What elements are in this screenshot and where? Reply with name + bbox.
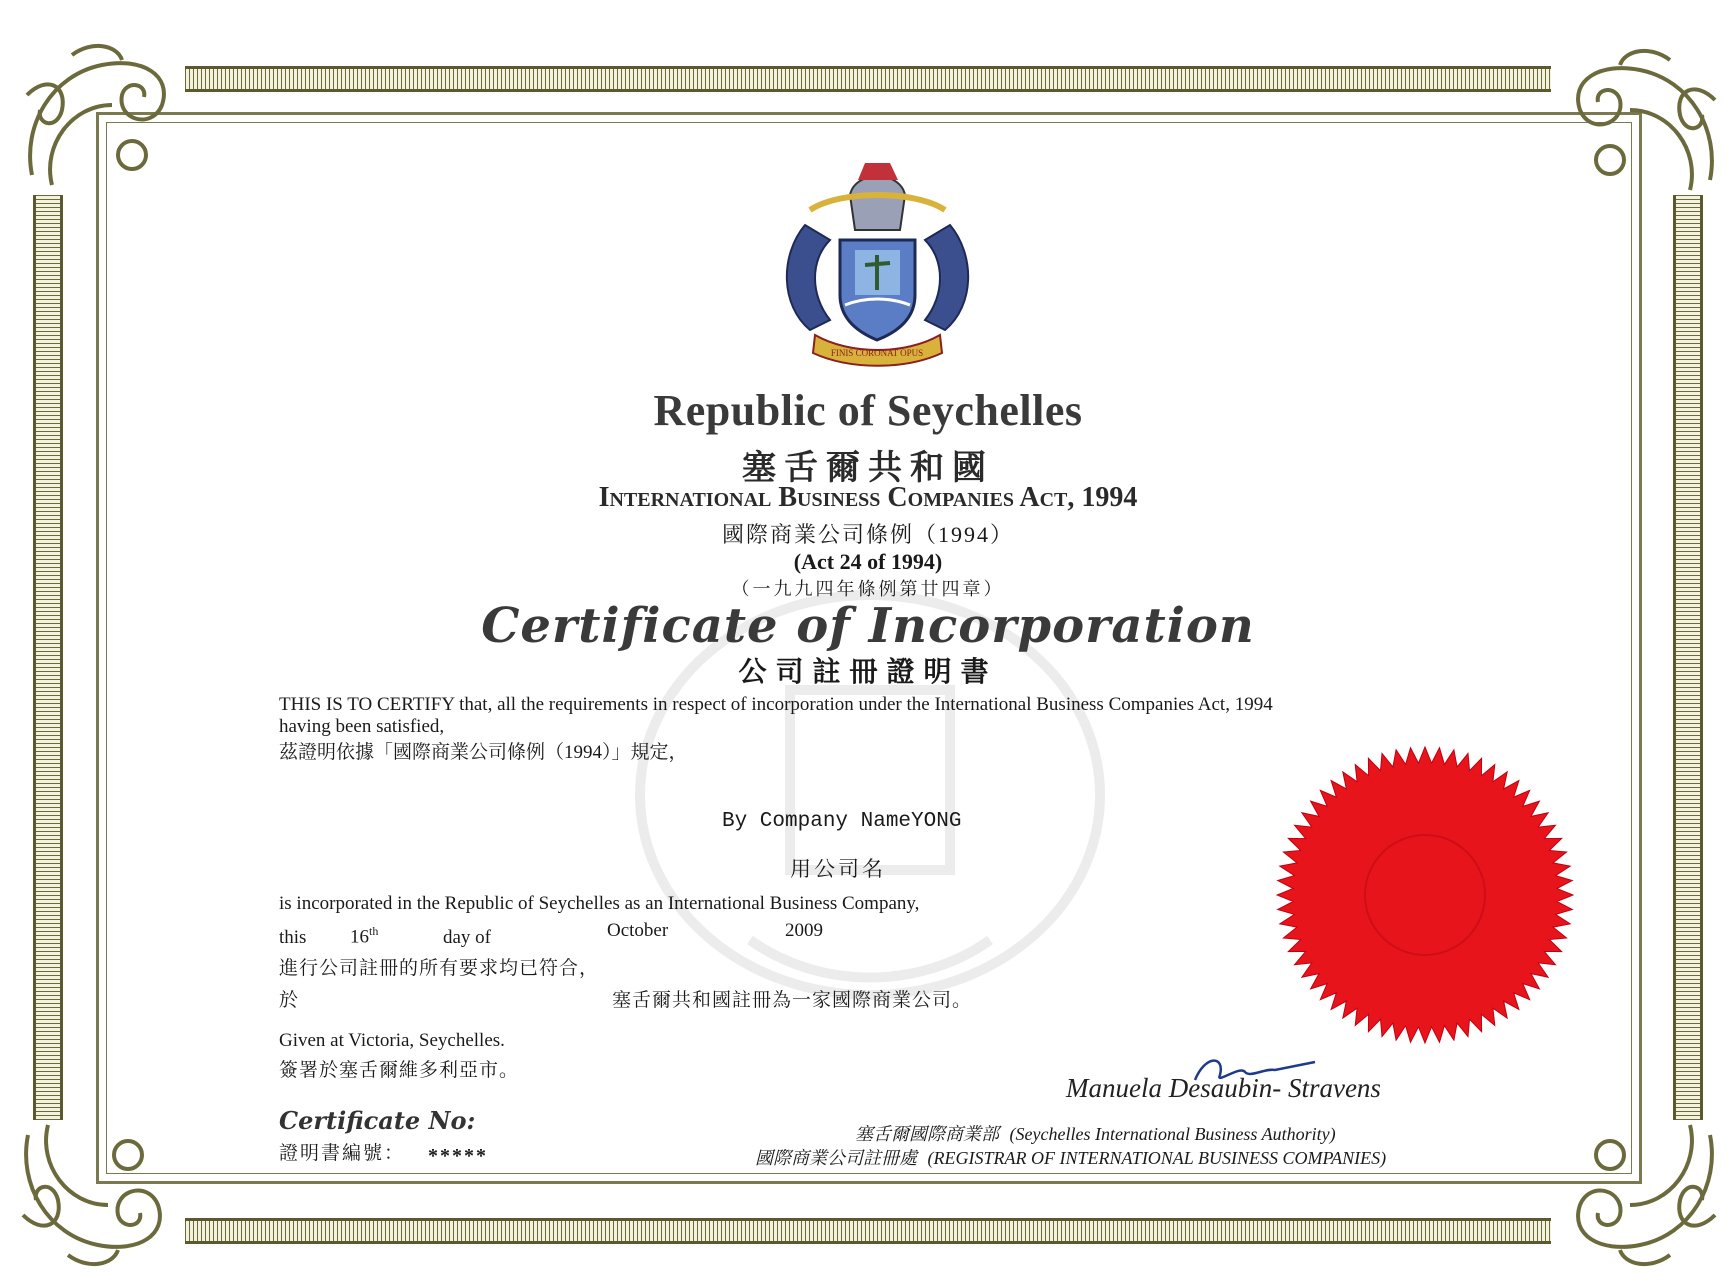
act-title-cn: 國際商業公司條例（1994） xyxy=(721,522,1014,547)
authority-cn: 塞舌爾國際商業部 xyxy=(855,1124,999,1144)
red-seal xyxy=(1275,745,1575,1045)
certificate-no-label-cn: 證明書編號： xyxy=(279,1143,406,1164)
month-value: October xyxy=(607,920,669,941)
registrar-line xyxy=(755,1144,1386,1170)
registrar-en: (REGISTRAR OF INTERNATIONAL BUSINESS COMPANIES) xyxy=(927,1148,1387,1168)
certify-line-1: THIS IS TO CERTIFY that, all the requirements in respect of incorporation under the International Business Companies Act, 1994 xyxy=(279,694,1273,715)
certificate-title-cn: 公司註冊證明書 xyxy=(738,657,998,688)
corner-ornament-bottom-left xyxy=(8,1115,178,1275)
authority-line xyxy=(855,1120,1336,1146)
day-suffix: th xyxy=(369,924,379,938)
day-number: 16 xyxy=(350,926,369,948)
top-border-band xyxy=(185,66,1551,92)
emblem-motto: FINIS CORONAT OPUS xyxy=(830,348,924,358)
signatory-name: Manuela Desaubin- Stravens xyxy=(1066,1073,1381,1103)
incorporated-line: is incorporated in the Republic of Seychelles as an International Business Company, xyxy=(279,893,920,914)
coat-of-arms-emblem xyxy=(770,155,985,370)
certify-cn: 茲證明依據「國際商業公司條例（1994）」規定， xyxy=(279,742,688,763)
bottom-border-band xyxy=(185,1218,1551,1244)
act-title: International Business Companies Act, 1994 xyxy=(598,482,1138,513)
registered-cn: 塞舌爾共和國註冊為一家國際商業公司。 xyxy=(612,990,973,1011)
year-value: 2009 xyxy=(785,920,823,941)
corner-ornament-top-right xyxy=(1560,40,1730,200)
certificate-title: Certificate of Incorporation xyxy=(481,598,1255,654)
certify-line-2: having been satisfied, xyxy=(279,716,445,737)
country-title-cn: 塞舌爾共和國 xyxy=(742,450,994,487)
day-of-label: day of xyxy=(443,927,492,948)
act-number: (Act 24 of 1994) xyxy=(793,549,943,574)
at-cn: 於 xyxy=(279,990,299,1011)
given-at-cn: 簽署於塞舌爾維多利亞市。 xyxy=(279,1060,520,1081)
requirements-cn: 進行公司註冊的所有要求均已符合， xyxy=(279,958,600,979)
country-title: Republic of Seychelles xyxy=(653,386,1083,435)
corner-ornament-top-left xyxy=(12,35,182,195)
registrar-cn: 國際商業公司註冊處 xyxy=(755,1148,917,1168)
day-value xyxy=(350,920,378,948)
company-name: By Company NameYONG xyxy=(722,810,962,833)
corner-ornament-bottom-right xyxy=(1560,1115,1730,1275)
this-label: this xyxy=(279,927,307,948)
act-number-cn: （一九九四年條例第廿四章） xyxy=(731,579,1005,599)
given-at: Given at Victoria, Seychelles. xyxy=(279,1030,505,1051)
company-name-cn: 用公司名 xyxy=(790,857,886,881)
certificate-no-value: ***** xyxy=(428,1145,488,1167)
authority-en: (Seychelles International Business Authority) xyxy=(1009,1124,1336,1144)
certificate-no-label: Certificate No: xyxy=(279,1106,476,1135)
